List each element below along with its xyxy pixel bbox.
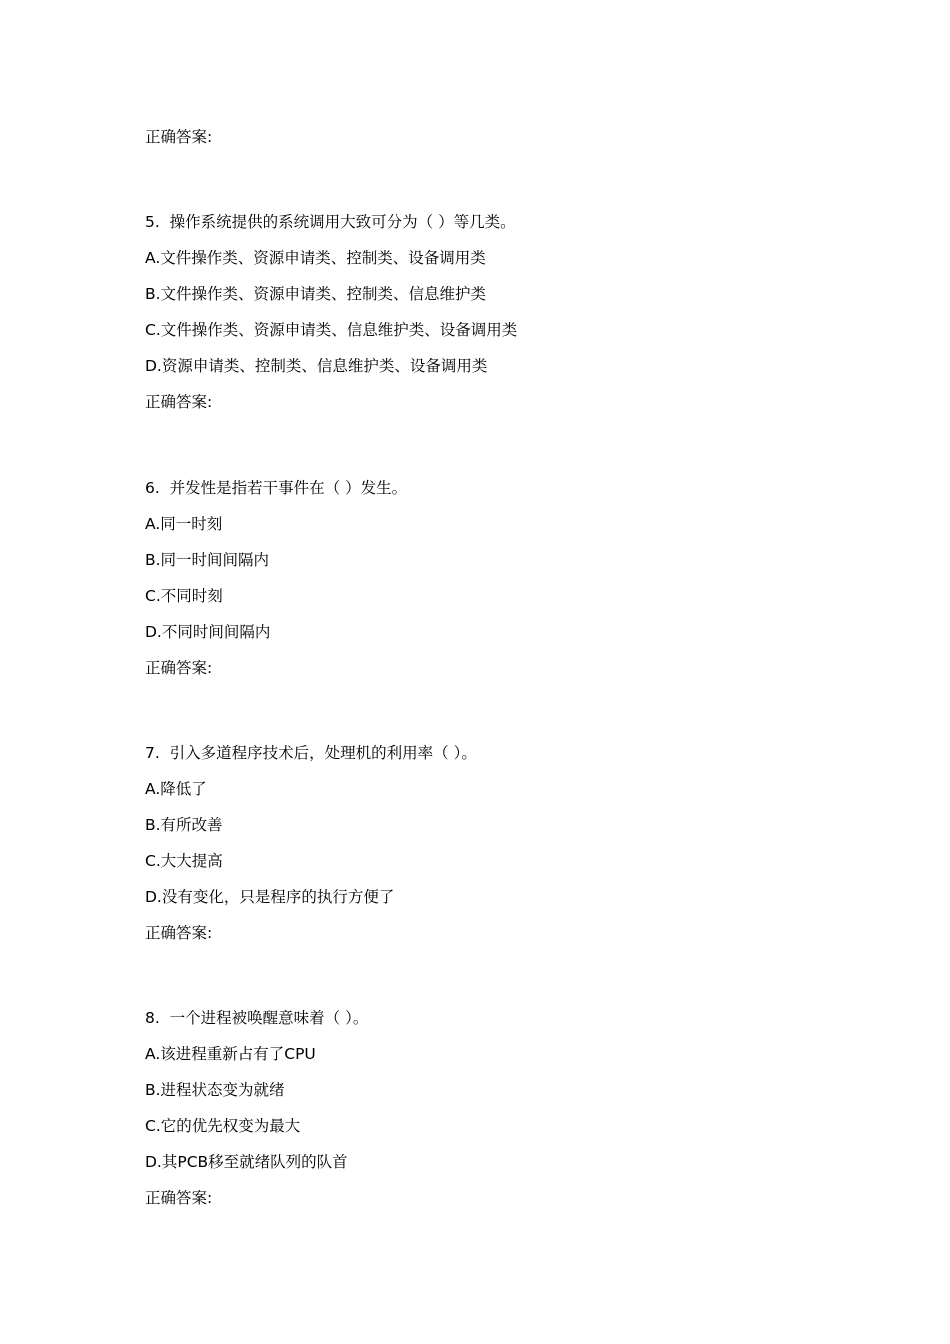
question-text: 操作系统提供的系统调用大致可分为（ ）等几类。 <box>169 213 516 231</box>
option-c: C.不同时刻 <box>145 587 223 605</box>
option-d: D.资源申请类、控制类、信息维护类、设备调用类 <box>145 357 488 375</box>
question-number: 6. <box>145 479 160 497</box>
question-text: 并发性是指若干事件在（ ）发生。 <box>169 479 408 497</box>
answer-label: 正确答案: <box>145 1189 213 1207</box>
question-number: 7. <box>145 744 160 762</box>
option-b: B.进程状态变为就绪 <box>145 1081 285 1099</box>
option-c: C.文件操作类、资源申请类、信息维护类、设备调用类 <box>145 321 518 339</box>
option-a: A.文件操作类、资源申请类、控制类、设备调用类 <box>145 249 486 267</box>
option-a: A.同一时刻 <box>145 515 223 533</box>
option-b: B.文件操作类、资源申请类、控制类、信息维护类 <box>145 285 487 303</box>
question-number: 8. <box>145 1009 160 1027</box>
question-text: 引入多道程序技术后，处理机的利用率（ ）。 <box>169 744 477 762</box>
option-a: A.降低了 <box>145 780 207 798</box>
option-a: A.该进程重新占有了CPU <box>145 1045 316 1063</box>
question-stem <box>145 1008 368 1028</box>
question-number: 5. <box>145 213 160 231</box>
question-text: 一个进程被唤醒意味着（ ）。 <box>169 1009 369 1027</box>
question-stem <box>145 212 516 232</box>
option-b: B.有所改善 <box>145 816 223 834</box>
answer-label: 正确答案: <box>145 128 213 146</box>
option-d: D.没有变化，只是程序的执行方便了 <box>145 888 395 906</box>
question-stem <box>145 478 407 498</box>
option-b: B.同一时间间隔内 <box>145 551 270 569</box>
question-stem <box>145 743 477 763</box>
answer-label: 正确答案: <box>145 924 213 942</box>
option-c: C.大大提高 <box>145 852 223 870</box>
option-d: D.其PCB移至就绪队列的队首 <box>145 1153 348 1171</box>
option-c: C.它的优先权变为最大 <box>145 1117 301 1135</box>
answer-label: 正确答案: <box>145 393 213 411</box>
option-d: D.不同时间间隔内 <box>145 623 271 641</box>
answer-label: 正确答案: <box>145 659 213 677</box>
